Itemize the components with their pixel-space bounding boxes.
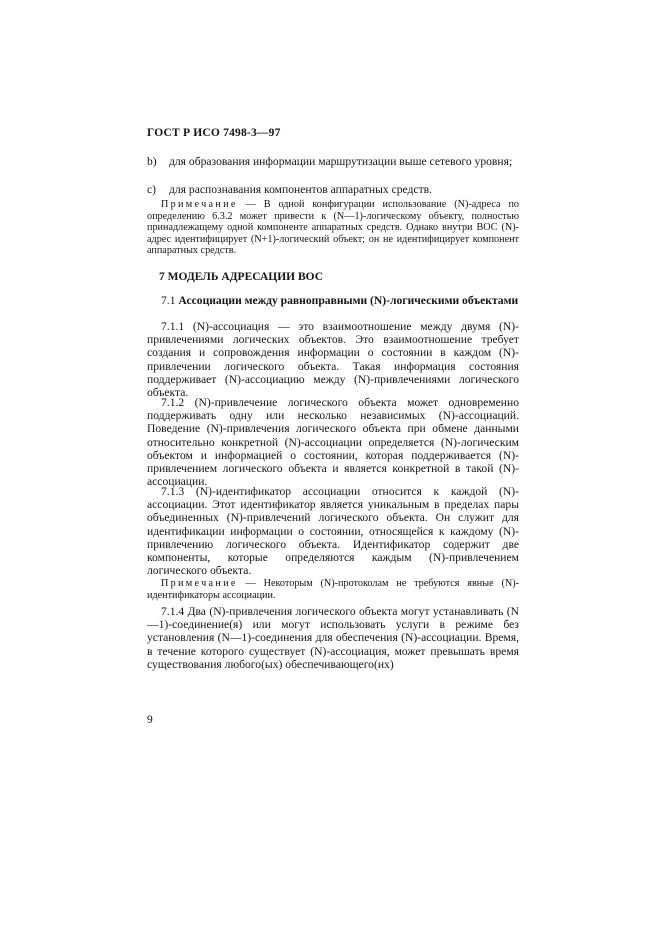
paragraph-7-1-4: 7.1.4 Два (N)-привлечения логического объекта могут устанавливать (N—1)-соединение(я) или могут использовать услуги в режиме без установления (N—1)-соединения для обеспечения (N)-ассоциации. Время, в течение которого существует (N)-ассоциация, может превышать время существования любого(ых) обеспечивающего(их) <box>147 605 519 671</box>
list-item-b <box>147 155 519 168</box>
note-text: — Некоторым (N)-протоколам не требуются явные (N)-идентификаторы ассоциации. <box>147 578 519 601</box>
subsection-number: 7.1 <box>161 294 179 307</box>
page-number: 9 <box>147 714 153 726</box>
note-protocols <box>147 578 519 601</box>
note-label: Примечание <box>161 578 238 589</box>
note-configuration <box>147 199 519 257</box>
section-title: 7 МОДЕЛЬ АДРЕСАЦИИ ВОС <box>159 271 324 283</box>
paragraph-7-1-1: 7.1.1 (N)-ассоциация — это взаимоотношение между двумя (N)-привлечениями логических объектов. Это взаимоотношение требует создания и сопровождения информации о состоянии в каждом (N)-привлечении логического объекта. Такая информация состояния поддерживает (N)-ассоциацию между (N)-привлечениями логического объекта. <box>147 320 519 400</box>
paragraph-7-1-2: 7.1.2 (N)-привлечение логического объекта может одновременно поддерживать одну или несколько независимых (N)-ассоциаций. Поведение (N)-привлечения логического объекта при обмене данными относительно конкретной (N)-ассоциации определяется (N)-логическим объектом и информацией о состоянии, которая поддерживается (N)-привлечением логического объекта и является конкретной в такой (N)-ассоциации. <box>147 396 519 489</box>
subsection-heading <box>147 294 519 307</box>
list-item-text: для образования информации маршрутизации выше сетевого уровня; <box>169 155 513 168</box>
paragraph-7-1-3: 7.1.3 (N)-идентификатор ассоциации относится к каждой (N)-ассоциации. Этот идентификатор является уникальным в пределах пары объединенных (N)-привлечений логического объекта. Он служит для идентификации информации о состоянии, относящейся к каждому (N)-привлечению логического объекта. Идентификатор содержит две компоненты, которые определяются каждым (N)-привлечением логического объекта. <box>147 485 519 578</box>
list-item-text: для распознавания компонентов аппаратных средств. <box>169 183 433 196</box>
note-label: Примечание <box>161 199 238 210</box>
list-item-label: b) <box>147 155 157 168</box>
subsection-title: Ассоциации между равноправными (N)-логическими объектами <box>178 294 519 307</box>
list-item-label: c) <box>147 183 157 196</box>
list-item-c <box>147 183 519 196</box>
note-text: — В одной конфигурации использование (N)-адреса по определению 6.3.2 может привести к (N—1)-логическому объекту, полностью принадлежащему одной компоненте аппаратных средств. Однако внутри ВОС (N)-адрес идентифицирует (N+1)-логический объект; он не идентифицирует компонент аппаратных средств. <box>147 199 519 257</box>
document-header: ГОСТ Р ИСО 7498-3—97 <box>147 127 281 139</box>
